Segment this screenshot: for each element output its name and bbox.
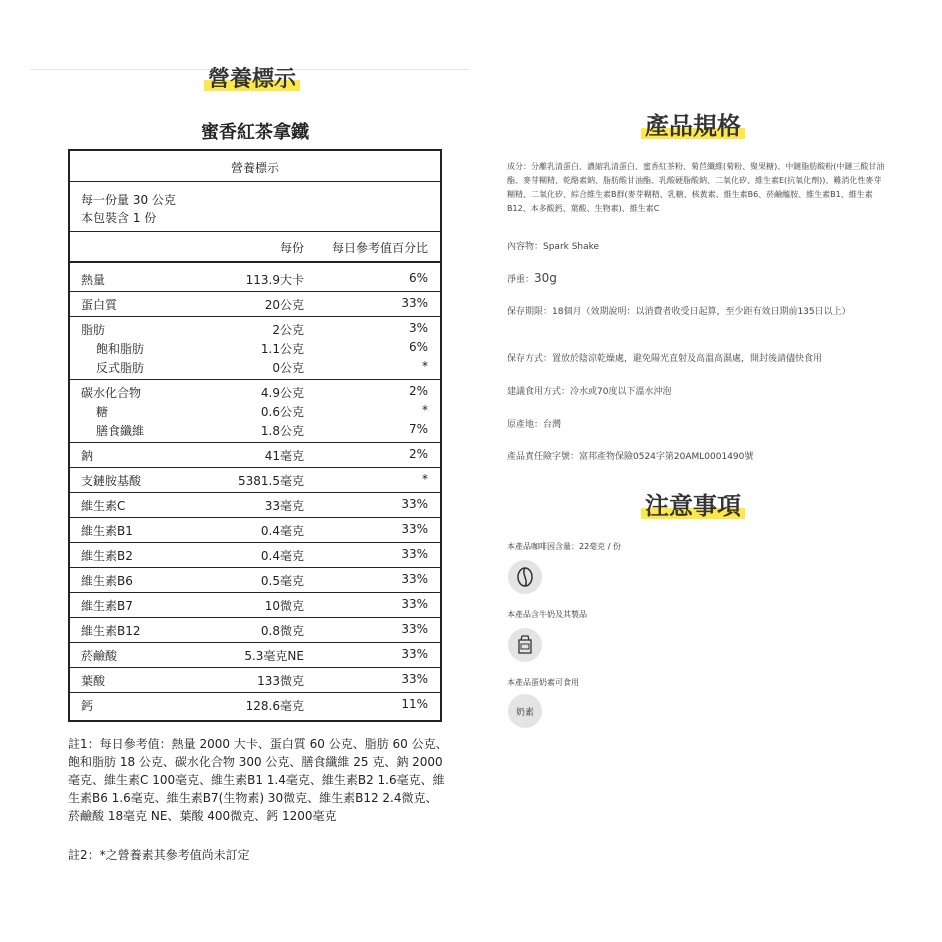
nutrient-daily-pct: 3% <box>408 321 428 335</box>
nutrient-daily-pct: 33% <box>401 547 428 561</box>
product-name: 蜜香紅茶拿鐵 <box>201 122 309 143</box>
caffeine-caption: 本產品咖啡因含量：22毫克 / 份 <box>507 542 621 551</box>
veg-icon <box>508 694 542 728</box>
nutrient-daily-pct: * <box>422 472 428 486</box>
col-daily-value: 每日參考值百分比 <box>331 241 428 255</box>
nutrient-value: 0.6公克 <box>260 405 304 419</box>
nutrient-name: 糖 <box>96 405 109 419</box>
nutrient-daily-pct: 6% <box>408 340 428 354</box>
nutrient-daily-pct: 33% <box>401 572 428 586</box>
nutrient-value: 10微克 <box>264 599 304 613</box>
table-divider <box>70 181 440 182</box>
nutrient-daily-pct: 7% <box>408 422 428 436</box>
nutrition-table <box>68 149 442 722</box>
nutrient-daily-pct: 33% <box>401 497 428 511</box>
table-divider <box>70 617 440 618</box>
nutrient-name: 脂肪 <box>81 323 106 337</box>
nutrition-heading: 營養標示 <box>208 62 296 93</box>
nutrient-name: 蛋白質 <box>81 298 118 312</box>
table-divider <box>70 291 440 292</box>
milk-caption: 本產品含牛奶及其製品 <box>507 610 587 619</box>
nutrient-daily-pct: 33% <box>401 522 428 536</box>
milk-icon <box>508 628 542 662</box>
serving-size: 每一份量 30 公克 <box>81 193 176 207</box>
table-divider <box>70 567 440 568</box>
table-divider <box>70 667 440 668</box>
nutrient-value: 1.8公克 <box>260 424 304 438</box>
table-divider <box>70 642 440 643</box>
col-per-serving: 每份 <box>279 241 304 255</box>
nutrient-value: 113.9大卡 <box>245 273 304 287</box>
spec-heading: 產品規格 <box>645 106 741 141</box>
nutrient-value: 2公克 <box>272 323 304 337</box>
table-divider <box>70 316 440 317</box>
nutrient-name: 熱量 <box>81 273 106 287</box>
table-divider <box>70 692 440 693</box>
storage-text: 保存方式：置放於陰涼乾燥處，避免陽光直射及高溫高濕處，開封後請儘快食用 <box>507 354 823 364</box>
ingredients-text: 成分：分離乳清蛋白、濃縮乳清蛋白、蜜香紅茶粉、菊苣纖維(菊粉、聚果糖)、中鏈脂肪酸粉(中鏈三酸甘油酯、麥芽糊精、乾酪素鈉、脂肪酸甘油酯、乳酸硬脂酸鈉、二氧化矽、維生素E(抗氧化劑))、難消化性麥芽糊精、二氧化矽、綜合維生素B群(麥芽糊精、乳糖、核黃素、維生素B6、菸鹼醯胺、維生素B1、維生素B12、本多酸鈣、葉酸、生物素)、維生素C <box>507 162 885 213</box>
vegetarian-caption: 本產品蛋奶素可食用 <box>507 678 579 687</box>
nutrient-value: 41毫克 <box>264 449 304 463</box>
nutrient-value: 0.4毫克 <box>260 524 304 538</box>
nutrient-value: 0.4毫克 <box>260 549 304 563</box>
table-title: 營養標示 <box>230 161 279 175</box>
nutrient-name: 維生素B2 <box>81 549 133 563</box>
usage-text: 建議食用方式：冷水或70度以下溫水沖泡 <box>507 387 672 397</box>
nutrient-value: 128.6毫克 <box>245 699 304 713</box>
nutrient-daily-pct: 33% <box>401 296 428 310</box>
nutrient-daily-pct: 33% <box>401 622 428 636</box>
nutrient-name: 支鏈胺基酸 <box>81 474 142 488</box>
nutrient-value: 5381.5毫克 <box>238 474 304 488</box>
nutrient-daily-pct: 6% <box>408 271 428 285</box>
nutrient-name: 碳水化合物 <box>81 386 142 400</box>
nutrient-name: 鈉 <box>81 449 94 463</box>
nutrient-name: 菸鹼酸 <box>81 649 118 663</box>
nutrient-daily-pct: 33% <box>401 647 428 661</box>
nutrient-name: 維生素B12 <box>81 624 141 638</box>
nutrient-value: 20公克 <box>264 298 304 312</box>
nutrient-value: 4.9公克 <box>260 386 304 400</box>
table-divider <box>70 261 440 263</box>
nutrient-name: 維生素C <box>81 499 126 513</box>
nutrient-name: 維生素B1 <box>81 524 133 538</box>
shelf-life-text: 保存期限：18個月（效期說明：以消費者收受日起算，至少距有效日期前135日以上） <box>507 307 851 317</box>
table-divider <box>70 379 440 380</box>
table-divider <box>70 231 440 232</box>
caution-heading: 注意事項 <box>645 486 741 521</box>
table-divider <box>70 442 440 443</box>
note-2: 註2：*之營養素其參考值尚未訂定 <box>68 848 250 862</box>
net-weight <box>507 271 887 287</box>
origin-text: 原產地：台灣 <box>507 420 562 430</box>
nutrient-name: 葉酸 <box>81 674 106 688</box>
nutrient-name: 膳食纖維 <box>96 424 145 438</box>
coffee-bean-icon <box>508 560 542 594</box>
table-divider <box>70 517 440 518</box>
nutrient-value: 0.5毫克 <box>260 574 304 588</box>
nutrient-daily-pct: 2% <box>408 384 428 398</box>
veg-badge: 奶素 <box>515 707 534 718</box>
contents-text: 內容物：Spark Shake <box>507 242 600 252</box>
nutrient-name: 反式脂肪 <box>96 361 145 375</box>
servings-per-pack: 本包裝含 1 份 <box>81 211 157 225</box>
nutrient-daily-pct: * <box>422 359 428 373</box>
nutrient-value: 33毫克 <box>264 499 304 513</box>
nutrient-value: 133微克 <box>257 674 304 688</box>
nutrient-value: 0.8微克 <box>260 624 304 638</box>
nutrient-name: 飽和脂肪 <box>96 342 145 356</box>
net-weight-value: 30g <box>534 271 557 285</box>
table-divider <box>70 542 440 543</box>
note-1: 註1：每日參考值：熱量 2000 大卡、蛋白質 60 公克、脂肪 60 公克、飽和脂肪 18 公克、碳水化合物 300 公克、膳食纖維 25 克、鈉 2000 毫克、維生素C 100毫克、維生素B1 1.4毫克、維生素B2 1.6毫克、維生素B6 1.6毫克、維生素B7(生物素) 30微克、維生素B12 2.4微克、菸鹼酸 18毫克 NE、葉酸 400微克、鈣 1200毫克 <box>68 737 448 823</box>
nutrient-name: 維生素B7 <box>81 599 133 613</box>
nutrient-daily-pct: * <box>422 403 428 417</box>
nutrient-value: 5.3毫克NE <box>244 649 304 663</box>
table-divider <box>70 492 440 493</box>
nutrient-daily-pct: 11% <box>401 697 428 711</box>
table-divider <box>70 467 440 468</box>
nutrient-value: 1.1公克 <box>260 342 304 356</box>
insurance-text: 產品責任險字號：富邦產物保險0524字第20AML0001490號 <box>507 452 754 462</box>
table-divider <box>70 592 440 593</box>
nutrient-value: 0公克 <box>272 361 304 375</box>
nutrient-daily-pct: 33% <box>401 672 428 686</box>
nutrient-name: 維生素B6 <box>81 574 133 588</box>
nutrient-daily-pct: 33% <box>401 597 428 611</box>
nutrient-daily-pct: 2% <box>408 447 428 461</box>
net-weight-label: 淨重： <box>507 275 535 285</box>
nutrient-name: 鈣 <box>81 699 94 713</box>
